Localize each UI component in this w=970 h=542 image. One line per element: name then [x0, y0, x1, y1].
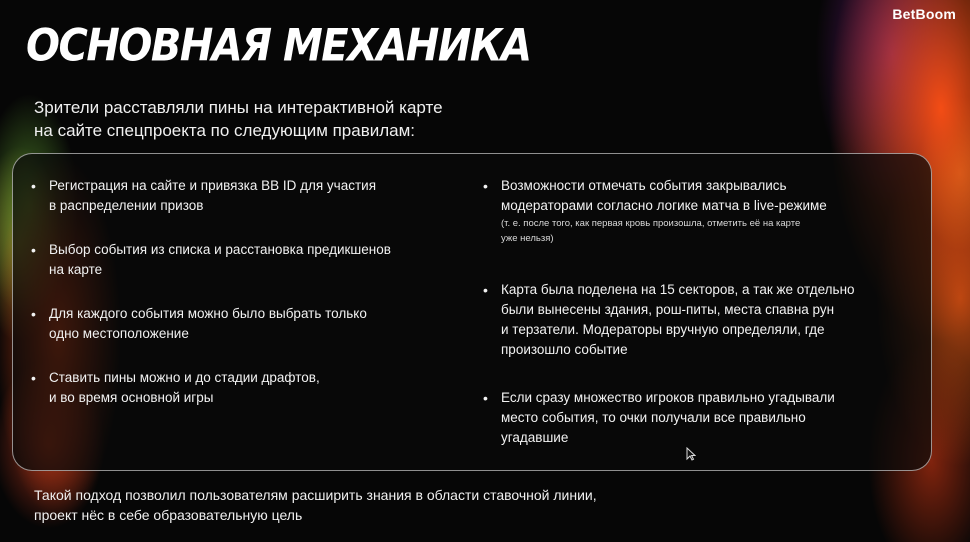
bullet-icon: • [31, 242, 36, 258]
rule-text: и терзатели. Модераторы вручную определяли, где [501, 322, 825, 337]
bullet-icon: • [483, 390, 488, 406]
rule-text: место события, то очки получали все правильно [501, 410, 806, 425]
rule-text: и во время основной игры [49, 390, 214, 405]
bullet-icon: • [483, 282, 488, 298]
rule-item [31, 304, 367, 344]
rule-text: Регистрация на сайте и привязка BB ID для участия [49, 178, 377, 193]
betboom-logo: BetBoom [892, 6, 956, 22]
rule-text: Возможности отмечать события закрывались [501, 178, 787, 193]
rule-text: одно местоположение [49, 326, 189, 341]
rules-panel [12, 153, 932, 471]
rule-text: Карта была поделена на 15 секторов, а так же отдельно [501, 282, 855, 297]
rule-item [31, 368, 320, 408]
bullet-icon: • [31, 178, 36, 194]
rule-text: на карте [49, 262, 103, 277]
rule-item [483, 388, 835, 448]
footer-line: Такой подход позволил пользователям расширить знания в области ставочной линии, [34, 487, 597, 503]
rule-text: Ставить пины можно и до стадии драфтов, [49, 370, 320, 385]
rule-note: (т. е. после того, как первая кровь произошла, отметить её на карте [501, 218, 801, 229]
page-title: ОСНОВНАЯ МЕХАНИКА [26, 20, 531, 72]
bullet-icon: • [31, 306, 36, 322]
rule-item [483, 176, 827, 246]
rule-note: уже нельзя) [501, 233, 554, 244]
rule-text: были вынесены здания, рош-питы, места спавна рун [501, 302, 835, 317]
rule-item [31, 176, 376, 216]
rule-text: угадавшие [501, 430, 569, 445]
bullet-icon: • [483, 178, 488, 194]
rule-text: Если сразу множество игроков правильно угадывали [501, 390, 835, 405]
intro-line: Зрители расставляли пины на интерактивной карте [34, 98, 443, 117]
bullet-icon: • [31, 370, 36, 386]
rule-item [483, 280, 855, 360]
rule-text: Выбор события из списка и расстановка предикшенов [49, 242, 391, 257]
rule-text: произошло событие [501, 342, 628, 357]
intro-text [34, 96, 554, 142]
rule-text: Для каждого события можно было выбрать только [49, 306, 367, 321]
mouse-cursor-icon [686, 447, 696, 461]
rule-item [31, 240, 391, 280]
footer-text [34, 485, 794, 525]
rule-text: в распределении призов [49, 198, 204, 213]
footer-line: проект нёс в себе образовательную цель [34, 507, 303, 523]
rule-text: модераторами согласно логике матча в live-режиме [501, 198, 827, 213]
intro-line: на сайте спецпроекта по следующим правилам: [34, 121, 416, 140]
